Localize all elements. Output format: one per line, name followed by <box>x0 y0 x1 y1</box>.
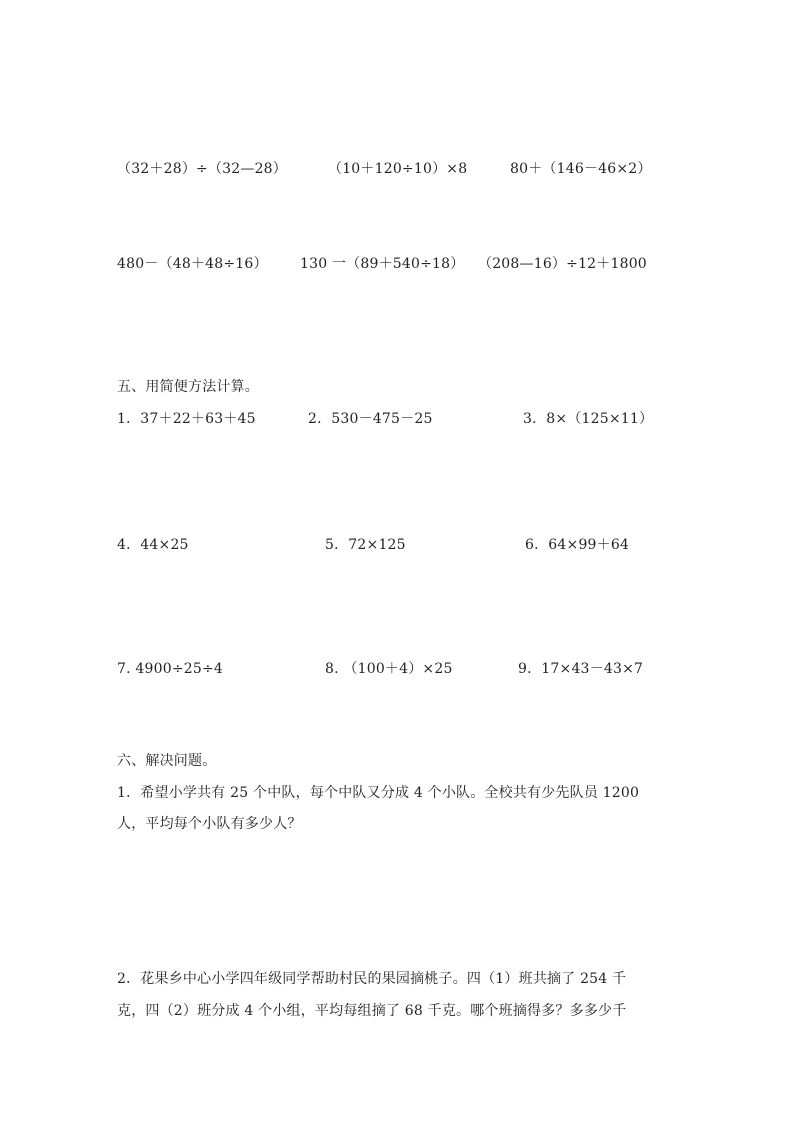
expression-row1-2: （10＋120÷10）×8 <box>328 161 468 177</box>
question-2-line-2: 克，四（2）班分成 4 个小组，平均每组摘了 68 千克。哪个班摘得多？多多少千 <box>117 1003 627 1019</box>
section5-heading: 五、用简便方法计算。 <box>117 379 259 395</box>
section5-item-2: 2．530－475－25 <box>308 411 433 427</box>
section5-item-5: 5．72×125 <box>325 537 406 553</box>
question-2-line-1: 2．花果乡中心小学四年级同学帮助村民的果园摘桃子。四（1）班共摘了 254 千 <box>117 971 627 987</box>
expression-row2-3: （208—16）÷12＋1800 <box>478 256 647 272</box>
section5-item-4: 4．44×25 <box>117 537 189 553</box>
section5-item-1: 1．37＋22＋63＋45 <box>117 411 256 427</box>
section5-item-3: 3．8×（125×11） <box>523 411 654 427</box>
section6-heading: 六、解决问题。 <box>117 753 217 769</box>
expression-row1-3: 80＋（146－46×2） <box>510 161 652 177</box>
expression-row2-2: 130 一（89＋540÷18） <box>300 256 465 272</box>
section5-item-9: 9．17×43－43×7 <box>518 661 644 677</box>
section5-item-6: 6．64×99＋64 <box>525 537 630 553</box>
question-1-line-1: 1．希望小学共有 25 个中队，每个中队又分成 4 个小队。全校共有少先队员 1200 <box>117 785 640 801</box>
question-1-line-2: 人，平均每个小队有多少人？ <box>117 816 302 832</box>
expression-row2-1: 480－（48＋48÷16） <box>117 256 268 272</box>
section5-item-7: 7. 4900÷25÷4 <box>117 661 224 677</box>
expression-row1-1: （32＋28）÷（32—28） <box>117 161 287 177</box>
section5-item-8: 8. （100＋4）×25 <box>325 661 453 677</box>
